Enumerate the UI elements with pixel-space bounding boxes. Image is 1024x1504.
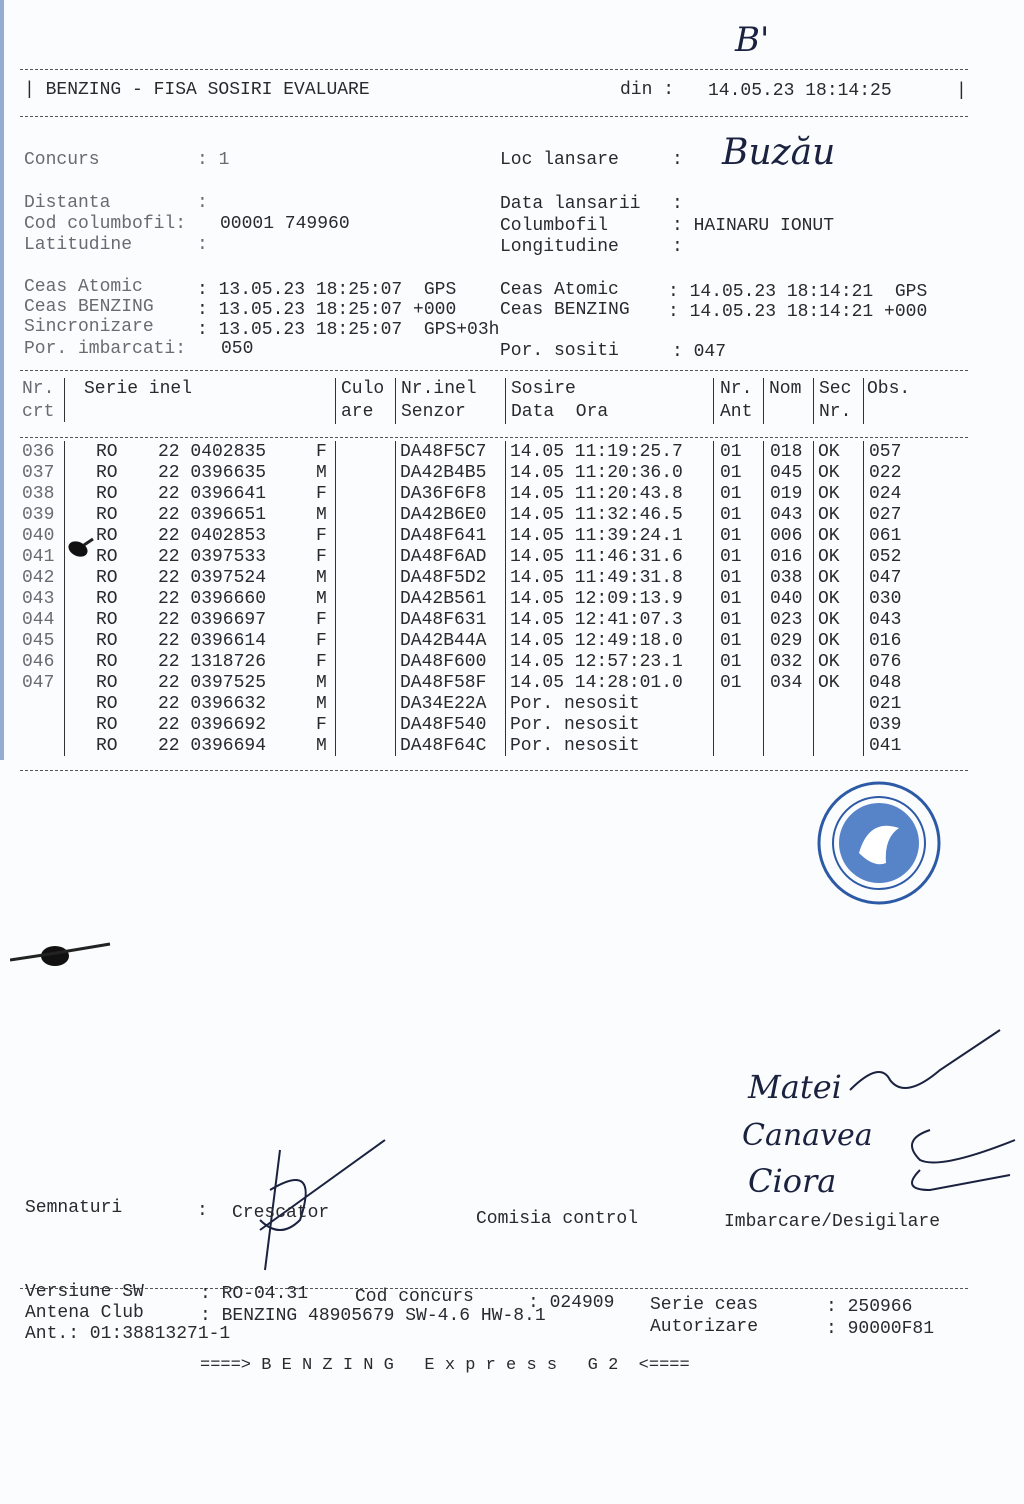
antena-label: Antena Club	[25, 1303, 144, 1323]
column-separator	[395, 378, 396, 424]
cod-columbofil-value: 00001 749960	[220, 214, 350, 234]
cell-nom: 019	[770, 484, 803, 504]
clock-value: : 14.05.23 18:14:21 GPS	[668, 282, 928, 302]
column-separator	[763, 378, 764, 424]
cell-sex: M	[316, 568, 327, 588]
cell-obs: 076	[869, 652, 902, 672]
latitudine-value: :	[197, 235, 208, 255]
cell-senzor: DA48F641	[400, 526, 487, 546]
columbofil-value: : HAINARU IONUT	[672, 216, 835, 236]
cell-inel: 22 0396697	[158, 610, 267, 630]
por-sositi-value: : 047	[672, 342, 727, 362]
cell-obs: 061	[869, 526, 902, 546]
comisia-control-label: Comisia control	[476, 1209, 639, 1229]
cell-sex: F	[316, 484, 327, 504]
cod-columbofil-label: Cod columbofil:	[24, 214, 187, 234]
cell-ant: 01	[720, 442, 742, 462]
cell-tara: RO	[96, 694, 118, 714]
cell-nr: 042	[22, 568, 55, 588]
cell-nom: 038	[770, 568, 803, 588]
clock-label: Ceas BENZING	[500, 300, 630, 320]
column-header-nr: crt	[22, 402, 55, 422]
cell-sec: OK	[818, 568, 840, 588]
cell-sec: OK	[818, 505, 840, 525]
cell-inel: 22 0396635	[158, 463, 267, 483]
signature-name: Matei	[748, 1068, 842, 1106]
cell-inel: 22 0396632	[158, 694, 267, 714]
cell-sec: OK	[818, 589, 840, 609]
cell-sec: OK	[818, 526, 840, 546]
cell-obs: 021	[869, 694, 902, 714]
cell-senzor: DA36F6F8	[400, 484, 487, 504]
cell-sosire: 14.05 14:28:01.0	[510, 673, 683, 693]
imbarcare-label: Imbarcare/Desigilare	[724, 1212, 941, 1232]
cell-senzor: DA48F6AD	[400, 547, 487, 567]
cell-nom: 018	[770, 442, 803, 462]
column-separator	[335, 441, 336, 756]
divider	[20, 370, 968, 371]
cell-sex: F	[316, 547, 327, 567]
cell-nr: 036	[22, 442, 55, 462]
cell-obs: 057	[869, 442, 902, 462]
column-header-sec: Sec	[819, 379, 852, 399]
cell-obs: 047	[869, 568, 902, 588]
data-lansarii-label: Data lansarii	[500, 194, 641, 214]
scan-edge	[0, 0, 4, 760]
cell-tara: RO	[96, 568, 118, 588]
concurs-label: Concurs	[24, 150, 100, 170]
cell-inel: 22 0396694	[158, 736, 267, 756]
cell-obs: 022	[869, 463, 902, 483]
din-label: din :	[620, 80, 675, 100]
column-separator	[713, 378, 714, 424]
cell-sosire: 14.05 11:32:46.5	[510, 505, 683, 525]
cell-sosire: 14.05 11:20:36.0	[510, 463, 683, 483]
cell-nr: 046	[22, 652, 55, 672]
cell-senzor: DA48F600	[400, 652, 487, 672]
column-header-obs: Obs.	[867, 379, 911, 399]
cell-nom: 045	[770, 463, 803, 483]
por-imbarcati-label: Por. imbarcati:	[24, 339, 187, 359]
cell-tara: RO	[96, 484, 118, 504]
semnaturi-label: Semnaturi	[25, 1198, 123, 1218]
cell-obs: 024	[869, 484, 902, 504]
cell-ant: 01	[720, 484, 742, 504]
cell-inel: 22 1318726	[158, 652, 267, 672]
cell-tara: RO	[96, 505, 118, 525]
autorizare-value: : 90000F81	[826, 1319, 935, 1339]
cell-obs: 027	[869, 505, 902, 525]
clock-value: : 14.05.23 18:14:21 +000	[668, 302, 928, 322]
cell-senzor: DA42B44A	[400, 631, 487, 651]
column-header-sosire: Data Ora	[511, 402, 609, 422]
clock-label: Ceas Atomic	[24, 277, 143, 297]
cell-sec: OK	[818, 652, 840, 672]
column-header-nr: Nr.	[22, 379, 55, 399]
cell-inel: 22 0396614	[158, 631, 267, 651]
column-separator	[763, 441, 764, 756]
cell-obs: 041	[869, 736, 902, 756]
column-separator	[713, 441, 714, 756]
cell-sex: M	[316, 673, 327, 693]
cell-senzor: DA48F631	[400, 610, 487, 630]
divider	[20, 116, 968, 117]
por-sositi-label: Por. sositi	[500, 341, 619, 361]
cell-tara: RO	[96, 463, 118, 483]
cell-ant: 01	[720, 631, 742, 651]
cell-sex: M	[316, 736, 327, 756]
cell-inel: 22 0396641	[158, 484, 267, 504]
autorizare-label: Autorizare	[650, 1317, 759, 1337]
cell-sec: OK	[818, 463, 840, 483]
cell-sosire: Por. nesosit	[510, 715, 640, 735]
column-separator	[863, 441, 864, 756]
column-separator	[335, 378, 336, 424]
cell-nom: 032	[770, 652, 803, 672]
serie-ceas-value: : 250966	[826, 1297, 913, 1317]
cell-nom: 023	[770, 610, 803, 630]
cell-sosire: 14.05 12:57:23.1	[510, 652, 683, 672]
cell-sosire: Por. nesosit	[510, 736, 640, 756]
cell-ant: 01	[720, 463, 742, 483]
cell-sec: OK	[818, 547, 840, 567]
cell-senzor: DA42B4B5	[400, 463, 487, 483]
cell-sex: F	[316, 652, 327, 672]
cell-tara: RO	[96, 526, 118, 546]
column-header-sosire: Sosire	[511, 379, 576, 399]
clock-value: : 13.05.23 18:25:07 GPS	[197, 280, 457, 300]
column-separator	[863, 378, 864, 424]
signature-name: Canavea	[742, 1118, 873, 1153]
cell-sec: OK	[818, 442, 840, 462]
column-separator	[64, 441, 65, 756]
versiune-label: Versiune SW	[25, 1282, 144, 1302]
cell-tara: RO	[96, 589, 118, 609]
cell-sosire: 14.05 11:46:31.6	[510, 547, 683, 567]
cell-nom: 016	[770, 547, 803, 567]
cell-inel: 22 0402853	[158, 526, 267, 546]
cell-inel: 22 0402835	[158, 442, 267, 462]
cell-sec: OK	[818, 484, 840, 504]
divider	[20, 1288, 968, 1289]
cell-obs: 043	[869, 610, 902, 630]
cell-nom: 029	[770, 631, 803, 651]
cell-tara: RO	[96, 610, 118, 630]
cell-nr: 041	[22, 547, 55, 567]
cell-obs: 030	[869, 589, 902, 609]
column-separator	[813, 378, 814, 424]
cell-ant: 01	[720, 652, 742, 672]
cell-inel: 22 0396651	[158, 505, 267, 525]
latitudine-label: Latitudine	[24, 235, 133, 255]
distanta-value: :	[197, 193, 208, 213]
loc-lansare-value: Buzău	[722, 132, 836, 173]
cell-nr: 038	[22, 484, 55, 504]
cell-nr: 040	[22, 526, 55, 546]
cell-nr: 047	[22, 673, 55, 693]
column-header-senzor: Nr.inel	[401, 379, 477, 399]
cell-ant: 01	[720, 568, 742, 588]
clock-label: Ceas Atomic	[500, 280, 619, 300]
column-header-senzor: Senzor	[401, 402, 466, 422]
concurs-value: : 1	[197, 150, 230, 170]
cell-sex: M	[316, 589, 327, 609]
stamp-icon	[814, 778, 944, 908]
cell-tara: RO	[96, 673, 118, 693]
longitudine-label: Longitudine	[500, 237, 619, 257]
cell-senzor: DA48F5C7	[400, 442, 487, 462]
cell-senzor: DA34E22A	[400, 694, 487, 714]
column-header-serie: Serie inel	[84, 379, 193, 399]
cell-obs: 052	[869, 547, 902, 567]
cell-senzor: DA48F5D2	[400, 568, 487, 588]
cell-sex: M	[316, 694, 327, 714]
loc-lansare-colon: :	[672, 150, 683, 170]
clock-value: : 13.05.23 18:25:07 GPS+03h	[197, 320, 500, 340]
column-header-sec: Nr.	[819, 402, 852, 422]
corner-mark: B'	[735, 20, 770, 60]
data-lansarii-value: :	[672, 194, 683, 214]
crescator-label: Crescator	[232, 1203, 330, 1223]
column-separator	[813, 441, 814, 756]
cell-senzor: DA48F58F	[400, 673, 487, 693]
cell-sex: M	[316, 505, 327, 525]
cell-sex: M	[316, 463, 327, 483]
cell-sosire: 14.05 11:39:24.1	[510, 526, 683, 546]
cell-nom: 043	[770, 505, 803, 525]
cell-inel: 22 0396660	[158, 589, 267, 609]
cell-sosire: 14.05 12:09:13.9	[510, 589, 683, 609]
cell-sosire: 14.05 11:19:25.7	[510, 442, 683, 462]
cell-obs: 039	[869, 715, 902, 735]
cell-senzor: DA42B6E0	[400, 505, 487, 525]
cell-tara: RO	[96, 736, 118, 756]
versiune-value: : RO-04.31	[200, 1284, 309, 1304]
column-separator	[64, 378, 65, 422]
cell-inel: 22 0397533	[158, 547, 267, 567]
column-header-culoare: are	[341, 402, 374, 422]
cell-nr: 039	[22, 505, 55, 525]
cell-inel: 22 0397524	[158, 568, 267, 588]
cell-obs: 048	[869, 673, 902, 693]
cell-sec: OK	[818, 631, 840, 651]
cell-tara: RO	[96, 631, 118, 651]
cell-sec: OK	[818, 673, 840, 693]
cell-ant: 01	[720, 526, 742, 546]
cell-nr: 037	[22, 463, 55, 483]
cell-nom: 040	[770, 589, 803, 609]
cell-sosire: 14.05 12:41:07.3	[510, 610, 683, 630]
cell-nr: 044	[22, 610, 55, 630]
clock-label: Sincronizare	[24, 317, 154, 337]
clock-label: Ceas BENZING	[24, 297, 154, 317]
cell-sex: F	[316, 526, 327, 546]
cell-sex: F	[316, 715, 327, 735]
cell-ant: 01	[720, 505, 742, 525]
cell-ant: 01	[720, 673, 742, 693]
column-header-culoare: Culo	[341, 379, 385, 399]
cod-concurs-label: Cod concurs	[355, 1287, 474, 1307]
signature-scribbles	[240, 1020, 1020, 1280]
column-header-nom: Nom	[769, 379, 802, 399]
cell-tara: RO	[96, 715, 118, 735]
cell-senzor: DA48F540	[400, 715, 487, 735]
cell-nr: 045	[22, 631, 55, 651]
column-separator	[505, 378, 506, 424]
cell-nr: 043	[22, 589, 55, 609]
cell-sec: OK	[818, 610, 840, 630]
cell-tara: RO	[96, 442, 118, 462]
cell-sosire: 14.05 11:49:31.8	[510, 568, 683, 588]
cell-tara: RO	[96, 547, 118, 567]
cod-concurs-value: : 024909	[528, 1293, 615, 1313]
document-title: | BENZING - FISA SOSIRI EVALUARE	[24, 80, 370, 100]
signature-name: Ciora	[748, 1162, 837, 1200]
divider	[20, 770, 968, 771]
cell-sosire: Por. nesosit	[510, 694, 640, 714]
antena-value: : BENZING 48905679 SW-4.6 HW-8.1	[200, 1306, 546, 1326]
column-separator	[505, 441, 506, 756]
cell-nom: 034	[770, 673, 803, 693]
cell-nom: 006	[770, 526, 803, 546]
cell-inel: 22 0397525	[158, 673, 267, 693]
semnaturi-colon: :	[197, 1201, 208, 1221]
column-header-ant: Nr.	[720, 379, 753, 399]
column-header-ant: Ant	[720, 402, 753, 422]
divider	[20, 437, 968, 438]
cell-sosire: 14.05 12:49:18.0	[510, 631, 683, 651]
clock-value: : 13.05.23 18:25:07 +000	[197, 300, 457, 320]
scribble-mark	[66, 527, 94, 567]
scribble-mark	[10, 930, 120, 980]
cell-inel: 22 0396692	[158, 715, 267, 735]
cell-ant: 01	[720, 589, 742, 609]
columbofil-label: Columbofil	[500, 216, 609, 236]
distanta-label: Distanta	[24, 193, 111, 213]
cell-senzor: DA48F64C	[400, 736, 487, 756]
cell-sex: F	[316, 442, 327, 462]
cell-obs: 016	[869, 631, 902, 651]
column-separator	[395, 441, 396, 756]
divider	[20, 69, 968, 70]
longitudine-value: :	[672, 237, 683, 257]
din-value: 14.05.23 18:14:25	[708, 81, 892, 101]
serie-ceas-label: Serie ceas	[650, 1295, 759, 1315]
cell-ant: 01	[720, 610, 742, 630]
cell-sex: F	[316, 610, 327, 630]
title-end-bar: |	[956, 81, 967, 101]
cell-senzor: DA42B561	[400, 589, 487, 609]
antena-id: Ant.: 01:38813271-1	[25, 1324, 231, 1344]
loc-lansare-label: Loc lansare	[500, 150, 619, 170]
por-imbarcati-value: 050	[221, 339, 254, 359]
cell-sex: F	[316, 631, 327, 651]
cell-sosire: 14.05 11:20:43.8	[510, 484, 683, 504]
cell-tara: RO	[96, 652, 118, 672]
benzing-banner: ====> B E N Z I N G E x p r e s s G 2 <====	[200, 1356, 690, 1375]
cell-ant: 01	[720, 547, 742, 567]
